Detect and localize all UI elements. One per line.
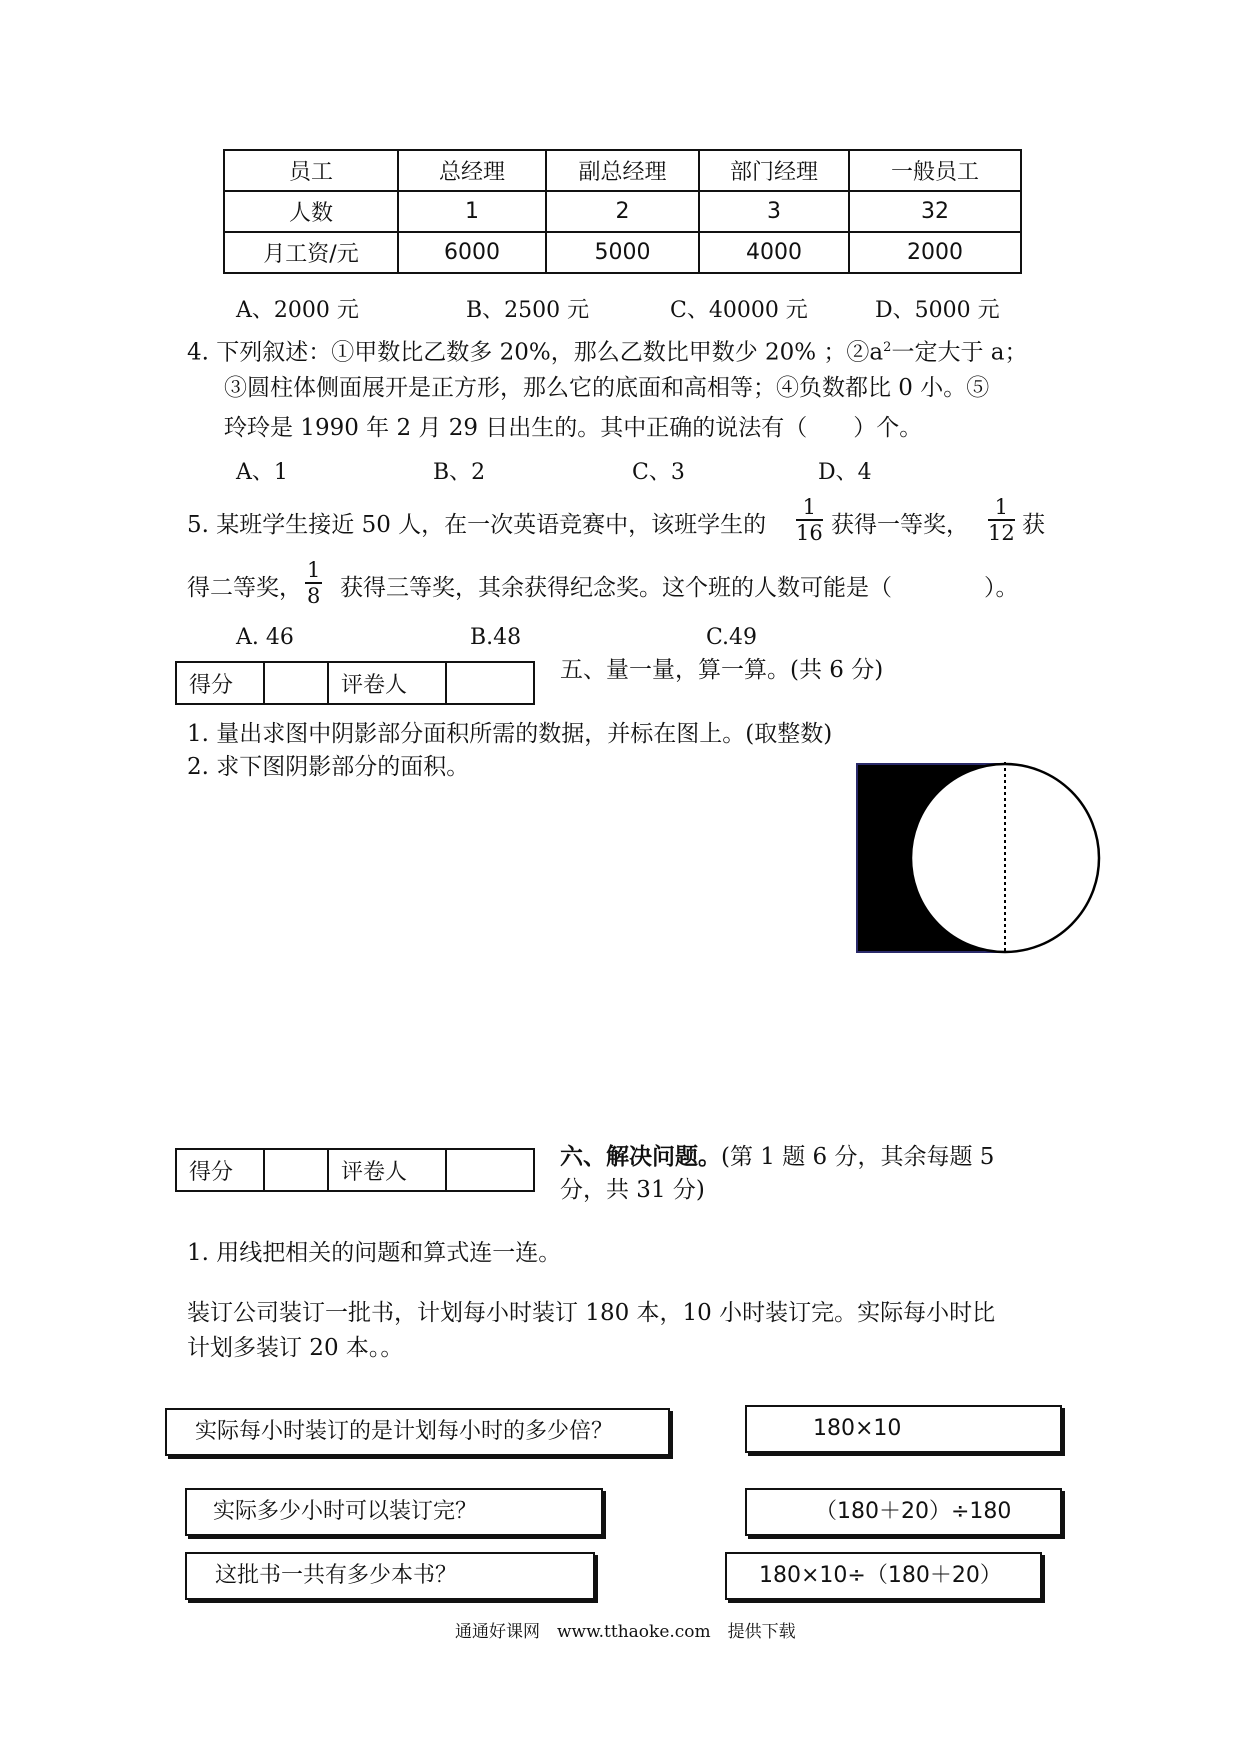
table-cell: 员工 (224, 150, 398, 191)
question-box-total: 这批书一共有多少本书？ (185, 1552, 595, 1600)
formula-box-3: 180×10÷（180＋20） (725, 1552, 1042, 1600)
question-box-hours: 实际多少小时可以装订完？ (185, 1488, 603, 1536)
section-5-title: 五、量一量，算一算。(共 6 分) (560, 657, 884, 683)
q5-line2-text-b: 获得三等奖，其余获得纪念奖。这个班的人数可能是（ ）。 (340, 575, 1019, 601)
q4-superscript: 2 (883, 340, 892, 355)
grader-blank (446, 1149, 534, 1191)
q5-option-a: A. 46 (236, 625, 294, 650)
fraction-1-16 (796, 495, 823, 545)
q4-line3: 玲玲是 1990 年 2 月 29 日出生的。其中正确的说法有（ ）个。 (224, 415, 923, 441)
fraction-numerator: 1 (307, 558, 321, 582)
table-cell: 2000 (849, 232, 1021, 273)
fraction-1-8 (305, 558, 322, 608)
q3-option-b: B、2500 元 (466, 298, 590, 323)
table-cell: 一般员工 (849, 150, 1021, 191)
q4-line1-text-b: 一定大于 a； (891, 339, 1028, 366)
q4-option-b: B、2 (433, 460, 486, 485)
fraction-denominator: 12 (988, 521, 1015, 545)
q4-option-c: C、3 (632, 460, 685, 485)
table-cell: 人数 (224, 191, 398, 232)
problem-line-1: 装订公司装订一批书，计划每小时装订 180 本，10 小时装订完。实际每小时比 (187, 1300, 996, 1326)
score-box (175, 661, 535, 705)
q5-line1-text-a: 5. 某班学生接近 50 人，在一次英语竞赛中，该班学生的 (187, 512, 767, 538)
q4-option-a: A、1 (236, 460, 288, 485)
table-cell: 副总经理 (546, 150, 699, 191)
table-cell: 3 (699, 191, 849, 232)
section-6-item-1: 1. 用线把相关的问题和算式连一连。 (187, 1240, 562, 1266)
grader-label: 评卷人 (328, 1149, 446, 1191)
q4-line2: ③圆柱体侧面展开是正方形，那么它的底面和高相等；④负数都比 0 小。⑤ (224, 375, 990, 401)
shaded-area-figure (855, 762, 1105, 962)
table-cell: 2 (546, 191, 699, 232)
q3-option-d: D、5000 元 (875, 298, 1000, 323)
q5-option-c: C.49 (706, 625, 758, 650)
table-cell: 部门经理 (699, 150, 849, 191)
table-row (176, 662, 534, 704)
table-row (176, 1149, 534, 1191)
q4-option-d: D、4 (818, 460, 872, 485)
fraction-denominator: 16 (796, 521, 823, 545)
table-row (224, 150, 1021, 191)
grader-label: 评卷人 (328, 662, 446, 704)
q5-line2-text-a: 得二等奖， (187, 575, 302, 601)
table-cell: 5000 (546, 232, 699, 273)
table-cell: 总经理 (398, 150, 546, 191)
footer-credit: 通通好课网 www.tthaoke.com 提供下载 (455, 1622, 796, 1642)
section-6-title-line2: 分，共 31 分) (560, 1177, 705, 1203)
q5-option-b: B.48 (470, 625, 522, 650)
q4-line1-text-a: 4. 下列叙述：①甲数比乙数多 20%，那么乙数比甲数少 20% ；②a (187, 339, 884, 366)
question-box-ratio: 实际每小时装订的是计划每小时的多少倍？ (165, 1408, 670, 1456)
section-6-title-rest: (第 1 题 6 分，其余每题 5 (721, 1144, 995, 1170)
table-cell: 32 (849, 191, 1021, 232)
score-box (175, 1148, 535, 1192)
q5-line1-text-c: 获 (1022, 512, 1045, 538)
q5-line1-text-b: 获得一等奖， (831, 512, 969, 538)
score-blank (264, 1149, 328, 1191)
q3-option-a: A、2000 元 (236, 298, 359, 323)
score-label: 得分 (176, 662, 264, 704)
section-5-item-2: 2. 求下图阴影部分的面积。 (187, 754, 470, 780)
q3-option-c: C、40000 元 (670, 298, 808, 323)
grader-blank (446, 662, 534, 704)
salary-table (223, 149, 1022, 274)
formula-box-1: 180×10 (745, 1405, 1062, 1453)
score-blank (264, 662, 328, 704)
q4-line1 (187, 333, 1027, 368)
section-6-title (560, 1142, 994, 1172)
table-cell: 1 (398, 191, 546, 232)
table-cell: 6000 (398, 232, 546, 273)
fraction-1-12 (988, 495, 1015, 545)
section-6-title-bold: 六、解决问题。 (560, 1143, 721, 1170)
score-label: 得分 (176, 1149, 264, 1191)
table-cell: 4000 (699, 232, 849, 273)
fraction-numerator: 1 (988, 495, 1015, 521)
fraction-numerator: 1 (796, 495, 823, 521)
table-row (224, 232, 1021, 273)
problem-line-2: 计划多装订 20 本。。 (187, 1335, 404, 1361)
table-cell: 月工资/元 (224, 232, 398, 273)
fraction-denominator: 8 (307, 584, 321, 608)
table-row (224, 191, 1021, 232)
section-5-item-1: 1. 量出求图中阴影部分面积所需的数据，并标在图上。(取整数) (187, 721, 833, 747)
formula-box-2: （180＋20）÷180 (745, 1488, 1062, 1536)
